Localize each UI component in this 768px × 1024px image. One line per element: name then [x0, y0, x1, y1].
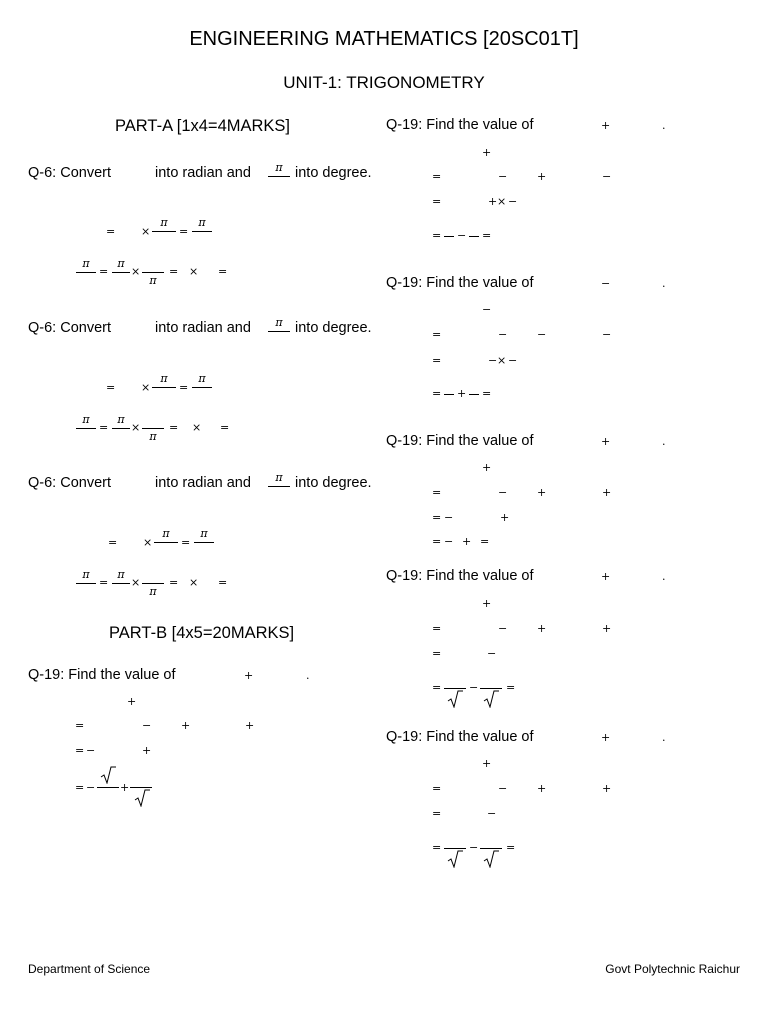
- equals-sign: =: [432, 807, 442, 820]
- times-sign: ×: [497, 195, 507, 208]
- equals-sign: =: [432, 170, 442, 183]
- plus-sign: +: [482, 757, 492, 770]
- minus-sign: −: [142, 719, 152, 732]
- minus-sign: −: [469, 841, 479, 854]
- equals-sign: =: [179, 381, 189, 394]
- square-root-icon: [447, 850, 463, 868]
- question-suffix: into degree.: [295, 475, 372, 491]
- fraction-bar: [130, 787, 152, 788]
- minus-sign: −: [601, 277, 611, 290]
- minus-sign: −: [457, 229, 467, 242]
- minus-sign: −: [488, 354, 498, 367]
- equals-sign: =: [75, 719, 85, 732]
- times-sign: ×: [189, 265, 199, 278]
- minus-sign: −: [498, 622, 508, 635]
- plus-sign: +: [602, 782, 612, 795]
- times-sign: ×: [141, 225, 151, 238]
- equals-sign: =: [432, 511, 442, 524]
- square-root-icon: [100, 766, 116, 784]
- equals-sign: =: [106, 381, 116, 394]
- times-sign: ×: [141, 381, 151, 394]
- fraction-bar: [480, 848, 502, 849]
- equals-sign: =: [108, 536, 118, 549]
- question-middle: into radian and: [155, 475, 251, 491]
- equals-sign: =: [432, 387, 442, 400]
- question-suffix: into degree.: [295, 165, 372, 181]
- minus-sign: −: [498, 486, 508, 499]
- fraction-bar: [97, 787, 119, 788]
- times-sign: ×: [143, 536, 153, 549]
- equals-sign: =: [506, 841, 516, 854]
- period: .: [662, 570, 666, 583]
- square-root-icon: [447, 690, 463, 708]
- equals-sign: =: [432, 195, 442, 208]
- minus-sign: −: [498, 782, 508, 795]
- equals-sign: =: [482, 229, 492, 242]
- plus-sign: +: [120, 781, 130, 794]
- part-b-heading: PART-B [4x5=20MARKS]: [109, 624, 295, 642]
- plus-sign: +: [488, 195, 498, 208]
- plus-sign: +: [601, 570, 611, 583]
- minus-sign: −: [482, 303, 492, 316]
- equals-sign: =: [99, 421, 109, 434]
- question-text: Q-19: Find the value of: [386, 275, 534, 291]
- equals-sign: =: [99, 576, 109, 589]
- plus-sign: +: [245, 719, 255, 732]
- equals-sign: =: [482, 387, 492, 400]
- plus-sign: +: [601, 435, 611, 448]
- plus-sign: +: [601, 119, 611, 132]
- period: .: [662, 277, 666, 290]
- footer-institution: Govt Polytechnic Raichur: [605, 962, 740, 976]
- minus-sign: −: [487, 807, 497, 820]
- equals-sign: =: [506, 681, 516, 694]
- question-text: Q-19: Find the value of: [386, 729, 534, 745]
- question-prefix: Q-6: Convert: [28, 165, 111, 181]
- plus-sign: +: [602, 622, 612, 635]
- plus-sign: +: [181, 719, 191, 732]
- plus-sign: +: [142, 744, 152, 757]
- minus-sign: −: [602, 170, 612, 183]
- question-suffix: into degree.: [295, 320, 372, 336]
- minus-sign: −: [444, 535, 454, 548]
- equals-sign: =: [432, 782, 442, 795]
- times-sign: ×: [131, 421, 141, 434]
- period: .: [306, 669, 310, 682]
- unit-title: UNIT-1: TRIGONOMETRY: [283, 73, 485, 92]
- period: .: [662, 435, 666, 448]
- footer-department: Department of Science: [28, 962, 151, 976]
- equals-sign: =: [220, 421, 230, 434]
- minus-sign: −: [508, 354, 518, 367]
- equals-sign: =: [432, 486, 442, 499]
- equals-sign: =: [432, 622, 442, 635]
- plus-sign: +: [127, 695, 137, 708]
- question-text: Q-19: Find the value of: [386, 433, 534, 449]
- times-sign: ×: [131, 265, 141, 278]
- plus-sign: +: [462, 535, 472, 548]
- equals-sign: =: [432, 841, 442, 854]
- fraction-bar: [444, 236, 454, 237]
- minus-sign: −: [469, 681, 479, 694]
- equals-sign: =: [218, 576, 228, 589]
- document-title: ENGINEERING MATHEMATICS [20SC01T]: [189, 28, 579, 50]
- fraction-bar: [469, 394, 479, 395]
- equals-sign: =: [106, 225, 116, 238]
- times-sign: ×: [189, 576, 199, 589]
- part-a-heading: PART-A [1x4=4MARKS]: [115, 117, 291, 135]
- minus-sign: −: [487, 647, 497, 660]
- minus-sign: −: [498, 170, 508, 183]
- plus-sign: +: [482, 461, 492, 474]
- minus-sign: −: [444, 511, 454, 524]
- equals-sign: =: [75, 781, 85, 794]
- equals-sign: =: [480, 535, 490, 548]
- equals-sign: =: [218, 265, 228, 278]
- minus-sign: −: [498, 328, 508, 341]
- plus-sign: +: [537, 486, 547, 499]
- plus-sign: +: [457, 387, 467, 400]
- fraction-bar: [444, 848, 466, 849]
- times-sign: ×: [131, 576, 141, 589]
- minus-sign: −: [86, 744, 96, 757]
- equals-sign: =: [432, 647, 442, 660]
- equals-sign: =: [181, 536, 191, 549]
- square-root-icon: [483, 850, 499, 868]
- equals-sign: =: [432, 681, 442, 694]
- fraction-bar: [444, 394, 454, 395]
- minus-sign: −: [602, 328, 612, 341]
- question-prefix: Q-6: Convert: [28, 475, 111, 491]
- minus-sign: −: [537, 328, 547, 341]
- equals-sign: =: [75, 744, 85, 757]
- plus-sign: +: [482, 146, 492, 159]
- fraction-bar: [444, 688, 466, 689]
- minus-sign: −: [86, 781, 96, 794]
- plus-sign: +: [537, 782, 547, 795]
- equals-sign: =: [179, 225, 189, 238]
- square-root-icon: [134, 789, 150, 807]
- period: .: [662, 119, 666, 132]
- question-prefix: Q-6: Convert: [28, 320, 111, 336]
- plus-sign: +: [500, 511, 510, 524]
- question-text: Q-19: Find the value of: [28, 667, 176, 683]
- plus-sign: +: [537, 170, 547, 183]
- times-sign: ×: [497, 354, 507, 367]
- square-root-icon: [483, 690, 499, 708]
- plus-sign: +: [602, 486, 612, 499]
- question-middle: into radian and: [155, 165, 251, 181]
- times-sign: ×: [192, 421, 202, 434]
- fraction-bar: [480, 688, 502, 689]
- plus-sign: +: [537, 622, 547, 635]
- equals-sign: =: [169, 265, 179, 278]
- equals-sign: =: [169, 421, 179, 434]
- question-text: Q-19: Find the value of: [386, 568, 534, 584]
- minus-sign: −: [508, 195, 518, 208]
- equals-sign: =: [432, 535, 442, 548]
- equals-sign: =: [432, 328, 442, 341]
- question-middle: into radian and: [155, 320, 251, 336]
- period: .: [662, 731, 666, 744]
- plus-sign: +: [482, 597, 492, 610]
- plus-sign: +: [601, 731, 611, 744]
- plus-sign: +: [244, 669, 254, 682]
- fraction-bar: [469, 236, 479, 237]
- equals-sign: =: [169, 576, 179, 589]
- equals-sign: =: [99, 265, 109, 278]
- equals-sign: =: [432, 354, 442, 367]
- question-text: Q-19: Find the value of: [386, 117, 534, 133]
- equals-sign: =: [432, 229, 442, 242]
